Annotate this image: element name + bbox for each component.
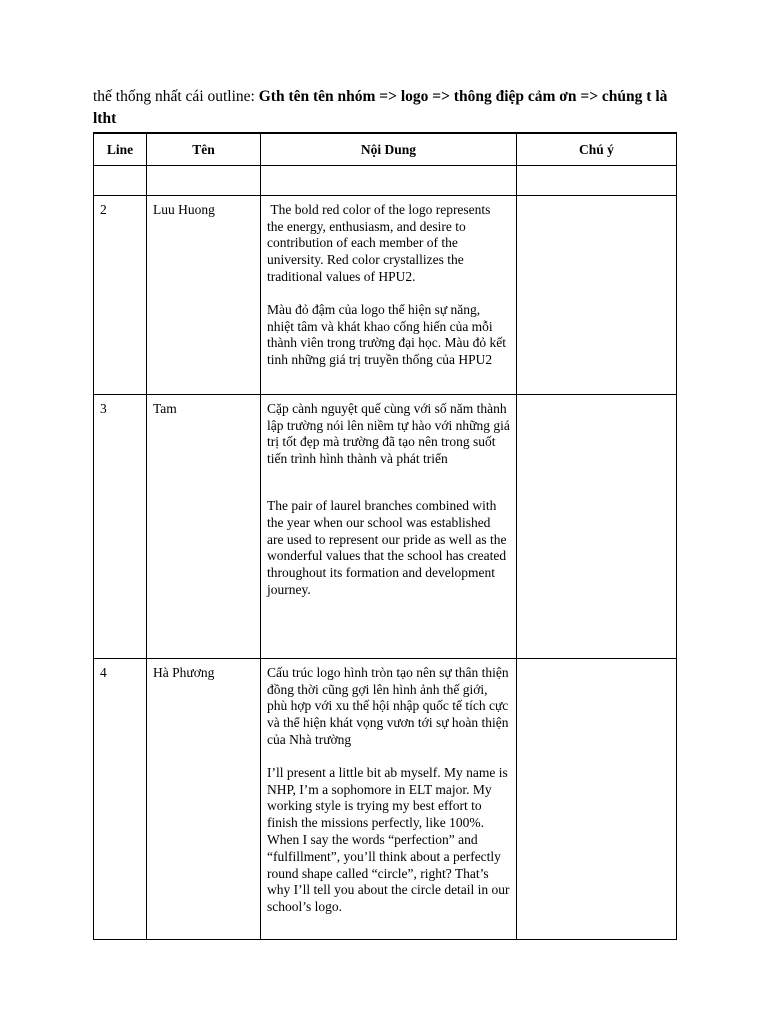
table-row bbox=[94, 394, 677, 658]
cell-note bbox=[517, 165, 677, 195]
cell-note bbox=[517, 658, 677, 939]
header-chu-y: Chú ý bbox=[517, 133, 677, 165]
content-paragraph: Cặp cành nguyệt quế cùng với số năm thành lập trường nói lên niềm tự hào với những giá trị tốt đẹp mà trường đã tạo nên trong suốt tiến trình hình thành và phát triển bbox=[267, 400, 510, 467]
intro-prefix: thế thống nhất cái outline: bbox=[93, 88, 259, 105]
intro-outline-bold: Gth tên tên nhóm => logo => thông điệp cảm ơn => chúng t là ltht bbox=[93, 88, 668, 127]
header-noi-dung: Nội Dung bbox=[261, 133, 517, 165]
cell-name: Luu Huong bbox=[147, 195, 261, 394]
table-row bbox=[94, 658, 677, 939]
cell-line: 4 bbox=[94, 658, 147, 939]
cell-content bbox=[261, 165, 517, 195]
table-header-row bbox=[94, 133, 677, 165]
content-paragraph: Màu đỏ đậm của logo thể hiện sự năng, nhiệt tâm và khát khao cống hiến của mỗi thành viên trong trường đại học. Màu đỏ kết tinh những giá trị truyền thống của HPU2 bbox=[267, 301, 507, 368]
cell-note bbox=[517, 195, 677, 394]
cell-content bbox=[261, 394, 517, 658]
cell-note bbox=[517, 394, 677, 658]
content-paragraph: Cấu trúc logo hình tròn tạo nên sự thân thiện đồng thời cũng gợi lên hình ảnh thế giới, phù hợp với xu thế hội nhập quốc tế tích cực và thể hiện khát vọng vươn tới sự hoàn thiện của Nhà trường bbox=[267, 664, 509, 747]
table-row bbox=[94, 165, 677, 195]
header-line: Line bbox=[94, 133, 147, 165]
cell-name: Tam bbox=[147, 394, 261, 658]
content-paragraph: The pair of laurel branches combined with the year when our school was established are used to represent our pride as well as the wonderful values that the school has created throughout its formation and development journey. bbox=[267, 497, 507, 597]
content-table bbox=[93, 132, 677, 940]
header-ten: Tên bbox=[147, 133, 261, 165]
cell-line bbox=[94, 165, 147, 195]
content-paragraph: The bold red color of the logo represents the energy, enthusiasm, and desire to contribution of each member of the university. Red color crystallizes the traditional values of HPU2. bbox=[267, 201, 494, 284]
cell-name: Hà Phương bbox=[147, 658, 261, 939]
outline-intro bbox=[93, 86, 693, 130]
content-paragraph: I’ll present a little bit ab myself. My name is NHP, I’m a sophomore in ELT major. My working style is trying my best effort to finish the missions perfectly, like 100%. When I say the words “perfection” and “fulfillment”, you’ll think about a perfectly round shape called “circle”, right? That’s why I’ll tell you about the circle detail in our school’s logo. bbox=[267, 764, 510, 915]
table-row bbox=[94, 195, 677, 394]
cell-content bbox=[261, 658, 517, 939]
cell-name bbox=[147, 165, 261, 195]
cell-line: 3 bbox=[94, 394, 147, 658]
cell-line: 2 bbox=[94, 195, 147, 394]
cell-content bbox=[261, 195, 517, 394]
